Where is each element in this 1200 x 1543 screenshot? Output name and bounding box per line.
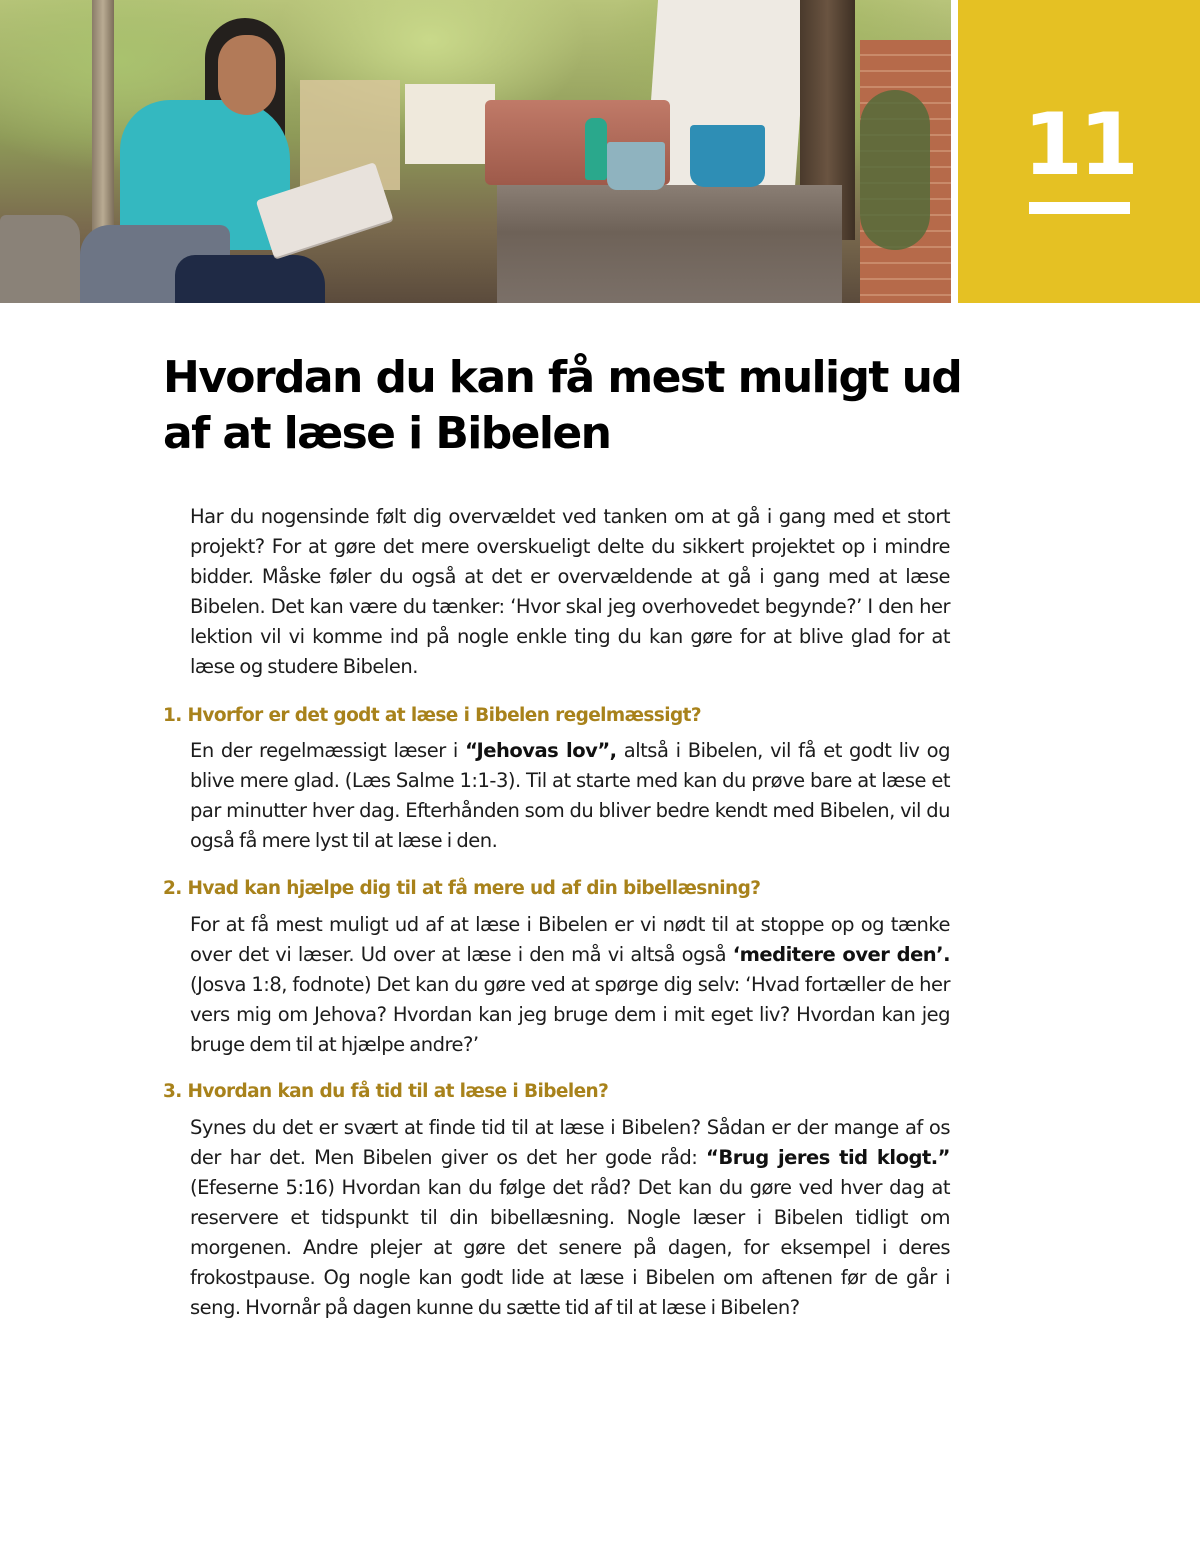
stone-wall <box>0 215 80 303</box>
hero-photo <box>0 0 951 303</box>
answer-text: For at få mest muligt ud af at læse i Bibelen er vi nødt til at stoppe op og tænke over det vi læser. Ud over at læse i den må vi altså også <box>190 913 950 966</box>
answer-text: (Josva 1:8, fodnote) Det kan du gøre ved at spørge dig selv: ‘Hvad fortæller de her vers mig om Jehova? Hvordan kan jeg bruge dem i mit eget liv? Hvordan kan jeg bruge dem til at hjælpe andre?’ <box>190 973 950 1056</box>
answer-text: (Efeserne 5:16) Hvordan kan du følge det råd? Det kan du gøre ved hver dag at reservere et tidspunkt til din bibellæsning. Nogle læser i Bibelen tidligt om morgenen. Andre plejer at gøre det senere på dagen, for eksempel i deres frokostpause. Og nogle kan godt lide at læse i Bibelen om aftenen før de går i seng. Hvornår på dagen kunne du sætte tid af til at læse i Bibelen? <box>190 1176 950 1319</box>
answer-paragraph-1 <box>190 736 950 856</box>
emphasis-quote: “Brug jeres tid klogt.” <box>706 1146 950 1169</box>
blue-bucket <box>690 125 765 187</box>
grey-bucket <box>607 142 665 190</box>
woman-jeans <box>175 255 325 303</box>
green-bottle <box>585 118 607 180</box>
answer-text: Synes du det er svært at finde tid til at læse i Bibelen? Sådan er der mange af os der har det. Men Bibelen giver os det her gode råd: <box>190 1116 950 1169</box>
emphasis-quote: ‘meditere over den’. <box>732 943 950 966</box>
answer-text: altså i Bibelen, vil få et godt liv og blive mere glad. (Læs Salme 1:1-3). Til at starte med kan du prøve bare at læse et par minutter hver dag. Efterhånden som du bliver bedre kendt med Bibelen, vil du også få mere lyst til at læse i den. <box>190 739 950 852</box>
emphasis-quote: “Jehovas lov”, <box>465 739 617 762</box>
answer-paragraph-3 <box>190 1113 950 1323</box>
wooden-pole <box>92 0 114 250</box>
woman-face <box>218 35 276 115</box>
chapter-badge <box>958 0 1200 303</box>
page-title: Hvordan du kan få mest muligt ud af at læse i Bibelen <box>163 352 962 459</box>
answer-paragraph-2 <box>190 910 950 1060</box>
question-heading-3: 3. Hvordan kan du få tid til at læse i Bibelen? <box>163 1081 609 1102</box>
stone-counter <box>497 185 842 303</box>
cactus-plant <box>860 90 930 250</box>
intro-paragraph: Har du nogensinde følt dig overvældet ved tanken om at gå i gang med et stort projekt? For at gøre det mere overskueligt delte du sikkert projektet op i mindre bidder. Måske føler du også at det er overvældende at gå i gang med at læse Bibelen. Det kan være du tænker: ‘Hvor skal jeg overhovedet begynde?’ I den her lektion vil vi komme ind på nogle enkle ting du kan gøre for at blive glad for at læse og studere Bibelen. <box>190 505 950 678</box>
chapter-underline <box>1029 202 1130 214</box>
question-heading-2: 2. Hvad kan hjælpe dig til at få mere ud af din bibellæsning? <box>163 878 761 899</box>
answer-text: En der regelmæssigt læser i <box>190 739 466 762</box>
chapter-number: 11 <box>1023 95 1135 195</box>
question-heading-1: 1. Hvorfor er det godt at læse i Bibelen regelmæssigt? <box>163 705 701 726</box>
hanging-towel <box>405 84 495 164</box>
